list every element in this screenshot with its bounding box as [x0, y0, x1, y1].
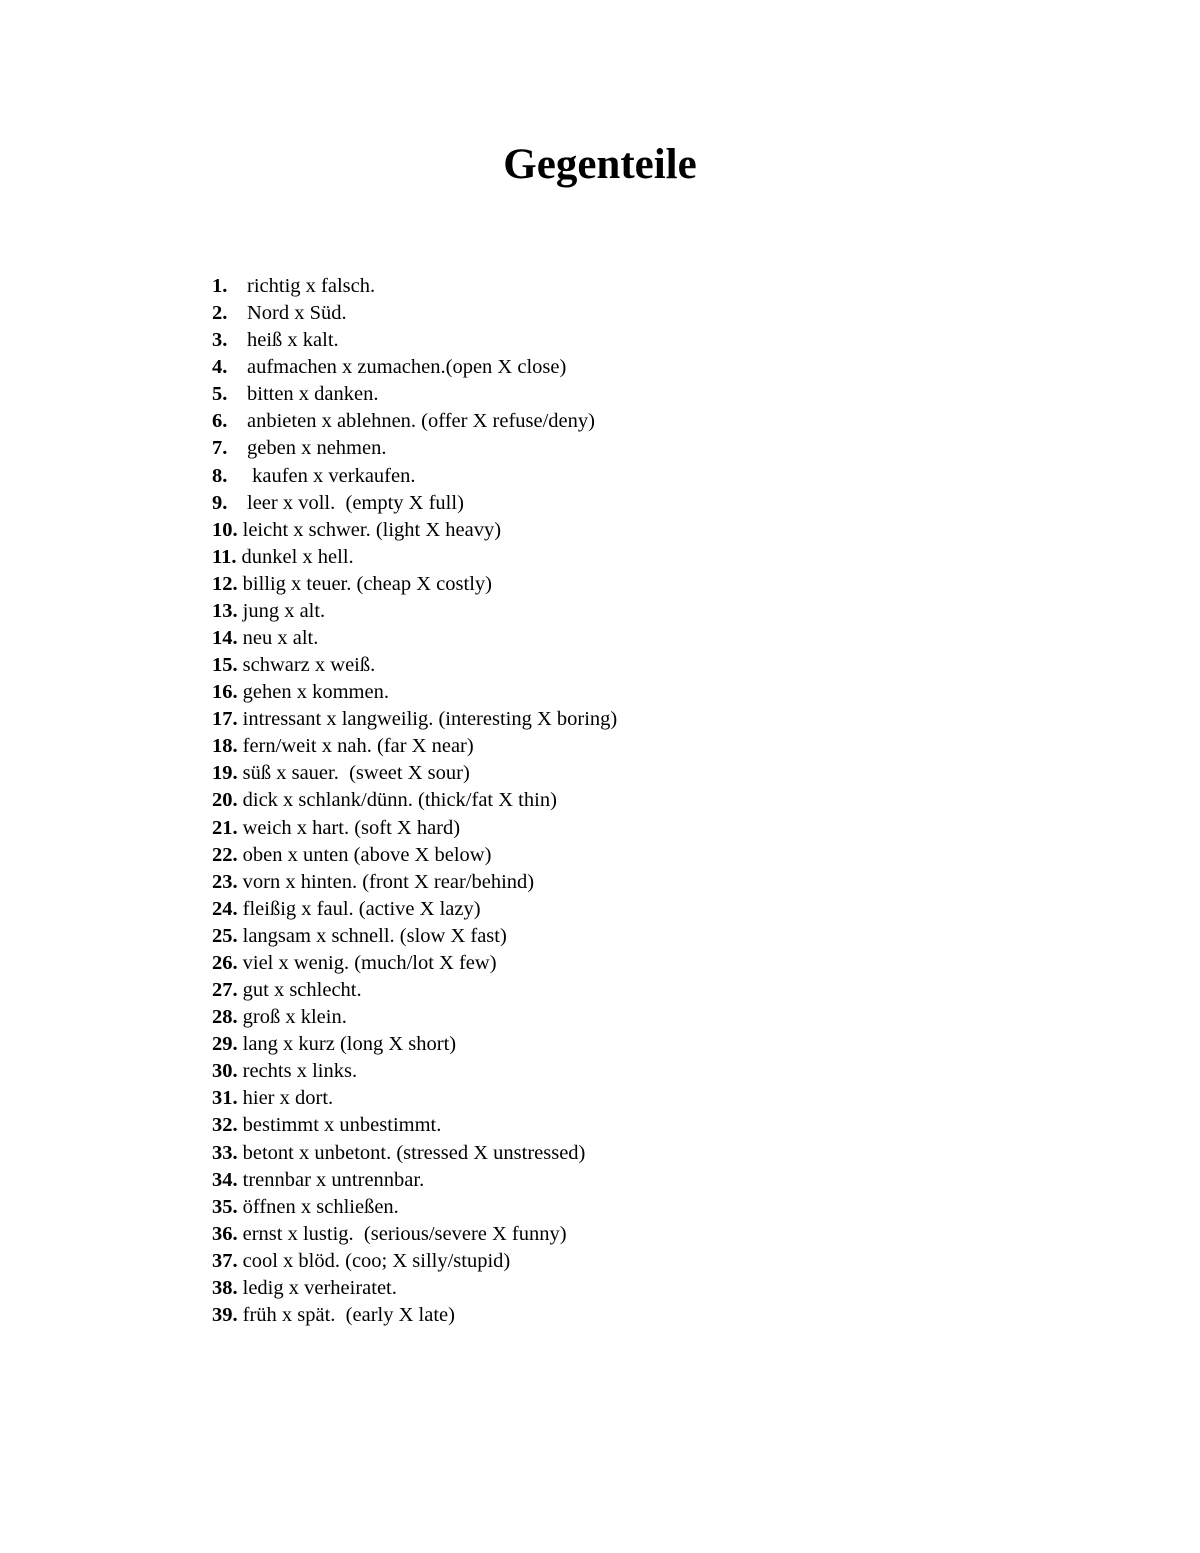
- item-number: 38.: [212, 1276, 238, 1299]
- item-text: richtig x falsch.: [247, 275, 376, 297]
- item-text: aufmachen x zumachen.(open X close): [247, 356, 567, 379]
- item-text: süß x sauer. (sweet X sour): [242, 762, 470, 785]
- list-item: [212, 706, 617, 733]
- item-number: 21.: [212, 816, 238, 839]
- item-number: 18.: [212, 735, 238, 758]
- item-number: 11.: [212, 545, 237, 568]
- list-item: [212, 1275, 617, 1302]
- item-number: 3.: [212, 329, 228, 352]
- item-text: gehen x kommen.: [242, 681, 389, 704]
- item-number: 34.: [212, 1168, 238, 1191]
- item-text: hier x dort.: [242, 1087, 334, 1110]
- item-number: 35.: [212, 1195, 238, 1218]
- item-number: 9.: [212, 491, 228, 514]
- list-item: [212, 787, 617, 814]
- item-text: langsam x schnell. (slow X fast): [242, 924, 507, 947]
- item-number: 14.: [212, 627, 238, 650]
- item-number: 20.: [212, 789, 238, 812]
- list-item: [212, 679, 617, 706]
- item-number: 7.: [212, 437, 228, 460]
- item-text: bestimmt x unbestimmt.: [242, 1114, 442, 1137]
- item-text: bitten x danken.: [247, 383, 379, 406]
- item-number: 5.: [212, 383, 228, 406]
- item-text: Nord x Süd.: [247, 302, 347, 325]
- list-item: [212, 1221, 617, 1248]
- item-text: fleißig x faul. (active X lazy): [242, 897, 481, 920]
- item-number: 36.: [212, 1222, 238, 1245]
- item-text: oben x unten (above X below): [242, 843, 492, 866]
- list-item: [212, 408, 617, 435]
- list-item: [212, 1302, 617, 1329]
- item-number: 33.: [212, 1141, 238, 1164]
- list-item: [212, 1112, 617, 1139]
- list-item: [212, 869, 617, 896]
- list-item: [212, 1004, 617, 1031]
- item-text: kaufen x verkaufen.: [247, 464, 416, 487]
- item-text: viel x wenig. (much/lot X few): [242, 951, 497, 974]
- item-text: leer x voll. (empty X full): [247, 491, 464, 514]
- item-number: 23.: [212, 870, 238, 893]
- item-text: vorn x hinten. (front X rear/behind): [242, 870, 535, 893]
- item-number: 31.: [212, 1087, 238, 1110]
- item-text: ledig x verheiratet.: [242, 1276, 397, 1299]
- item-number: 22.: [212, 843, 238, 866]
- item-number: 17.: [212, 708, 238, 731]
- item-number: 24.: [212, 897, 238, 920]
- item-number: 2.: [212, 302, 228, 325]
- list-item: [212, 1248, 617, 1275]
- list-item: [212, 544, 617, 571]
- item-number: 15.: [212, 654, 238, 677]
- item-text: gut x schlecht.: [242, 979, 362, 1002]
- item-text: schwarz x weiß.: [242, 654, 376, 677]
- item-text: ernst x lustig. (serious/severe X funny): [242, 1222, 567, 1245]
- list-item: [212, 896, 617, 923]
- item-number: 8.: [212, 464, 228, 487]
- item-text: fern/weit x nah. (far X near): [242, 735, 474, 758]
- item-text: betont x unbetont. (stressed X unstressed): [242, 1141, 586, 1164]
- item-text: rechts x links.: [242, 1060, 358, 1083]
- list-item: [212, 273, 617, 300]
- item-text: trennbar x untrennbar.: [242, 1168, 425, 1191]
- item-number: 1.: [212, 275, 228, 297]
- item-number: 28.: [212, 1006, 238, 1029]
- list-item: [212, 300, 617, 327]
- list-item: [212, 517, 617, 544]
- item-text: dunkel x hell.: [241, 545, 354, 568]
- list-item: [212, 815, 617, 842]
- item-number: 4.: [212, 356, 228, 379]
- item-text: groß x klein.: [242, 1006, 347, 1029]
- list-item: [212, 760, 617, 787]
- item-number: 25.: [212, 924, 238, 947]
- item-number: 39.: [212, 1303, 238, 1326]
- list-item: [212, 652, 617, 679]
- list-item: [212, 1031, 617, 1058]
- item-text: cool x blöd. (coo; X silly/stupid): [242, 1249, 511, 1272]
- item-number: 32.: [212, 1114, 238, 1137]
- item-number: 27.: [212, 979, 238, 1002]
- item-text: geben x nehmen.: [247, 437, 387, 460]
- item-text: weich x hart. (soft X hard): [242, 816, 461, 839]
- list-item: [212, 598, 617, 625]
- item-number: 13.: [212, 599, 238, 622]
- list-item: [212, 1085, 617, 1112]
- list-item: [212, 327, 617, 354]
- item-text: intressant x langweilig. (interesting X boring): [242, 708, 618, 731]
- item-number: 10.: [212, 518, 238, 541]
- list-item: [212, 354, 617, 381]
- list-item: [212, 1140, 617, 1167]
- item-text: heiß x kalt.: [247, 329, 339, 352]
- list-item: [212, 977, 617, 1004]
- list-item: [212, 625, 617, 652]
- list-item: [212, 571, 617, 598]
- item-text: jung x alt.: [242, 599, 326, 622]
- item-number: 6.: [212, 410, 228, 433]
- list-item: [212, 1194, 617, 1221]
- item-number: 19.: [212, 762, 238, 785]
- list-item: [212, 1167, 617, 1194]
- item-text: billig x teuer. (cheap X costly): [242, 572, 492, 595]
- item-text: lang x kurz (long X short): [242, 1033, 457, 1056]
- item-text: früh x spät. (early X late): [242, 1303, 455, 1326]
- list-item: [212, 435, 617, 462]
- list-item: [212, 842, 617, 869]
- item-number: 30.: [212, 1060, 238, 1083]
- list-item: [212, 381, 617, 408]
- item-text: anbieten x ablehnen. (offer X refuse/deny): [247, 410, 595, 433]
- page-title: Gegenteile: [503, 141, 697, 188]
- list-item: [212, 463, 617, 490]
- item-text: neu x alt.: [242, 627, 319, 650]
- item-text: öffnen x schließen.: [242, 1195, 399, 1218]
- list-item: [212, 490, 617, 517]
- list-item: [212, 950, 617, 977]
- item-number: 16.: [212, 681, 238, 704]
- item-number: 26.: [212, 951, 238, 974]
- item-text: dick x schlank/dünn. (thick/fat X thin): [242, 789, 557, 812]
- item-number: 29.: [212, 1033, 238, 1056]
- item-text: leicht x schwer. (light X heavy): [242, 518, 502, 541]
- item-number: 12.: [212, 572, 238, 595]
- item-number: 37.: [212, 1249, 238, 1272]
- list-item: [212, 733, 617, 760]
- opposites-list: [212, 273, 617, 1329]
- list-item: [212, 923, 617, 950]
- list-item: [212, 1058, 617, 1085]
